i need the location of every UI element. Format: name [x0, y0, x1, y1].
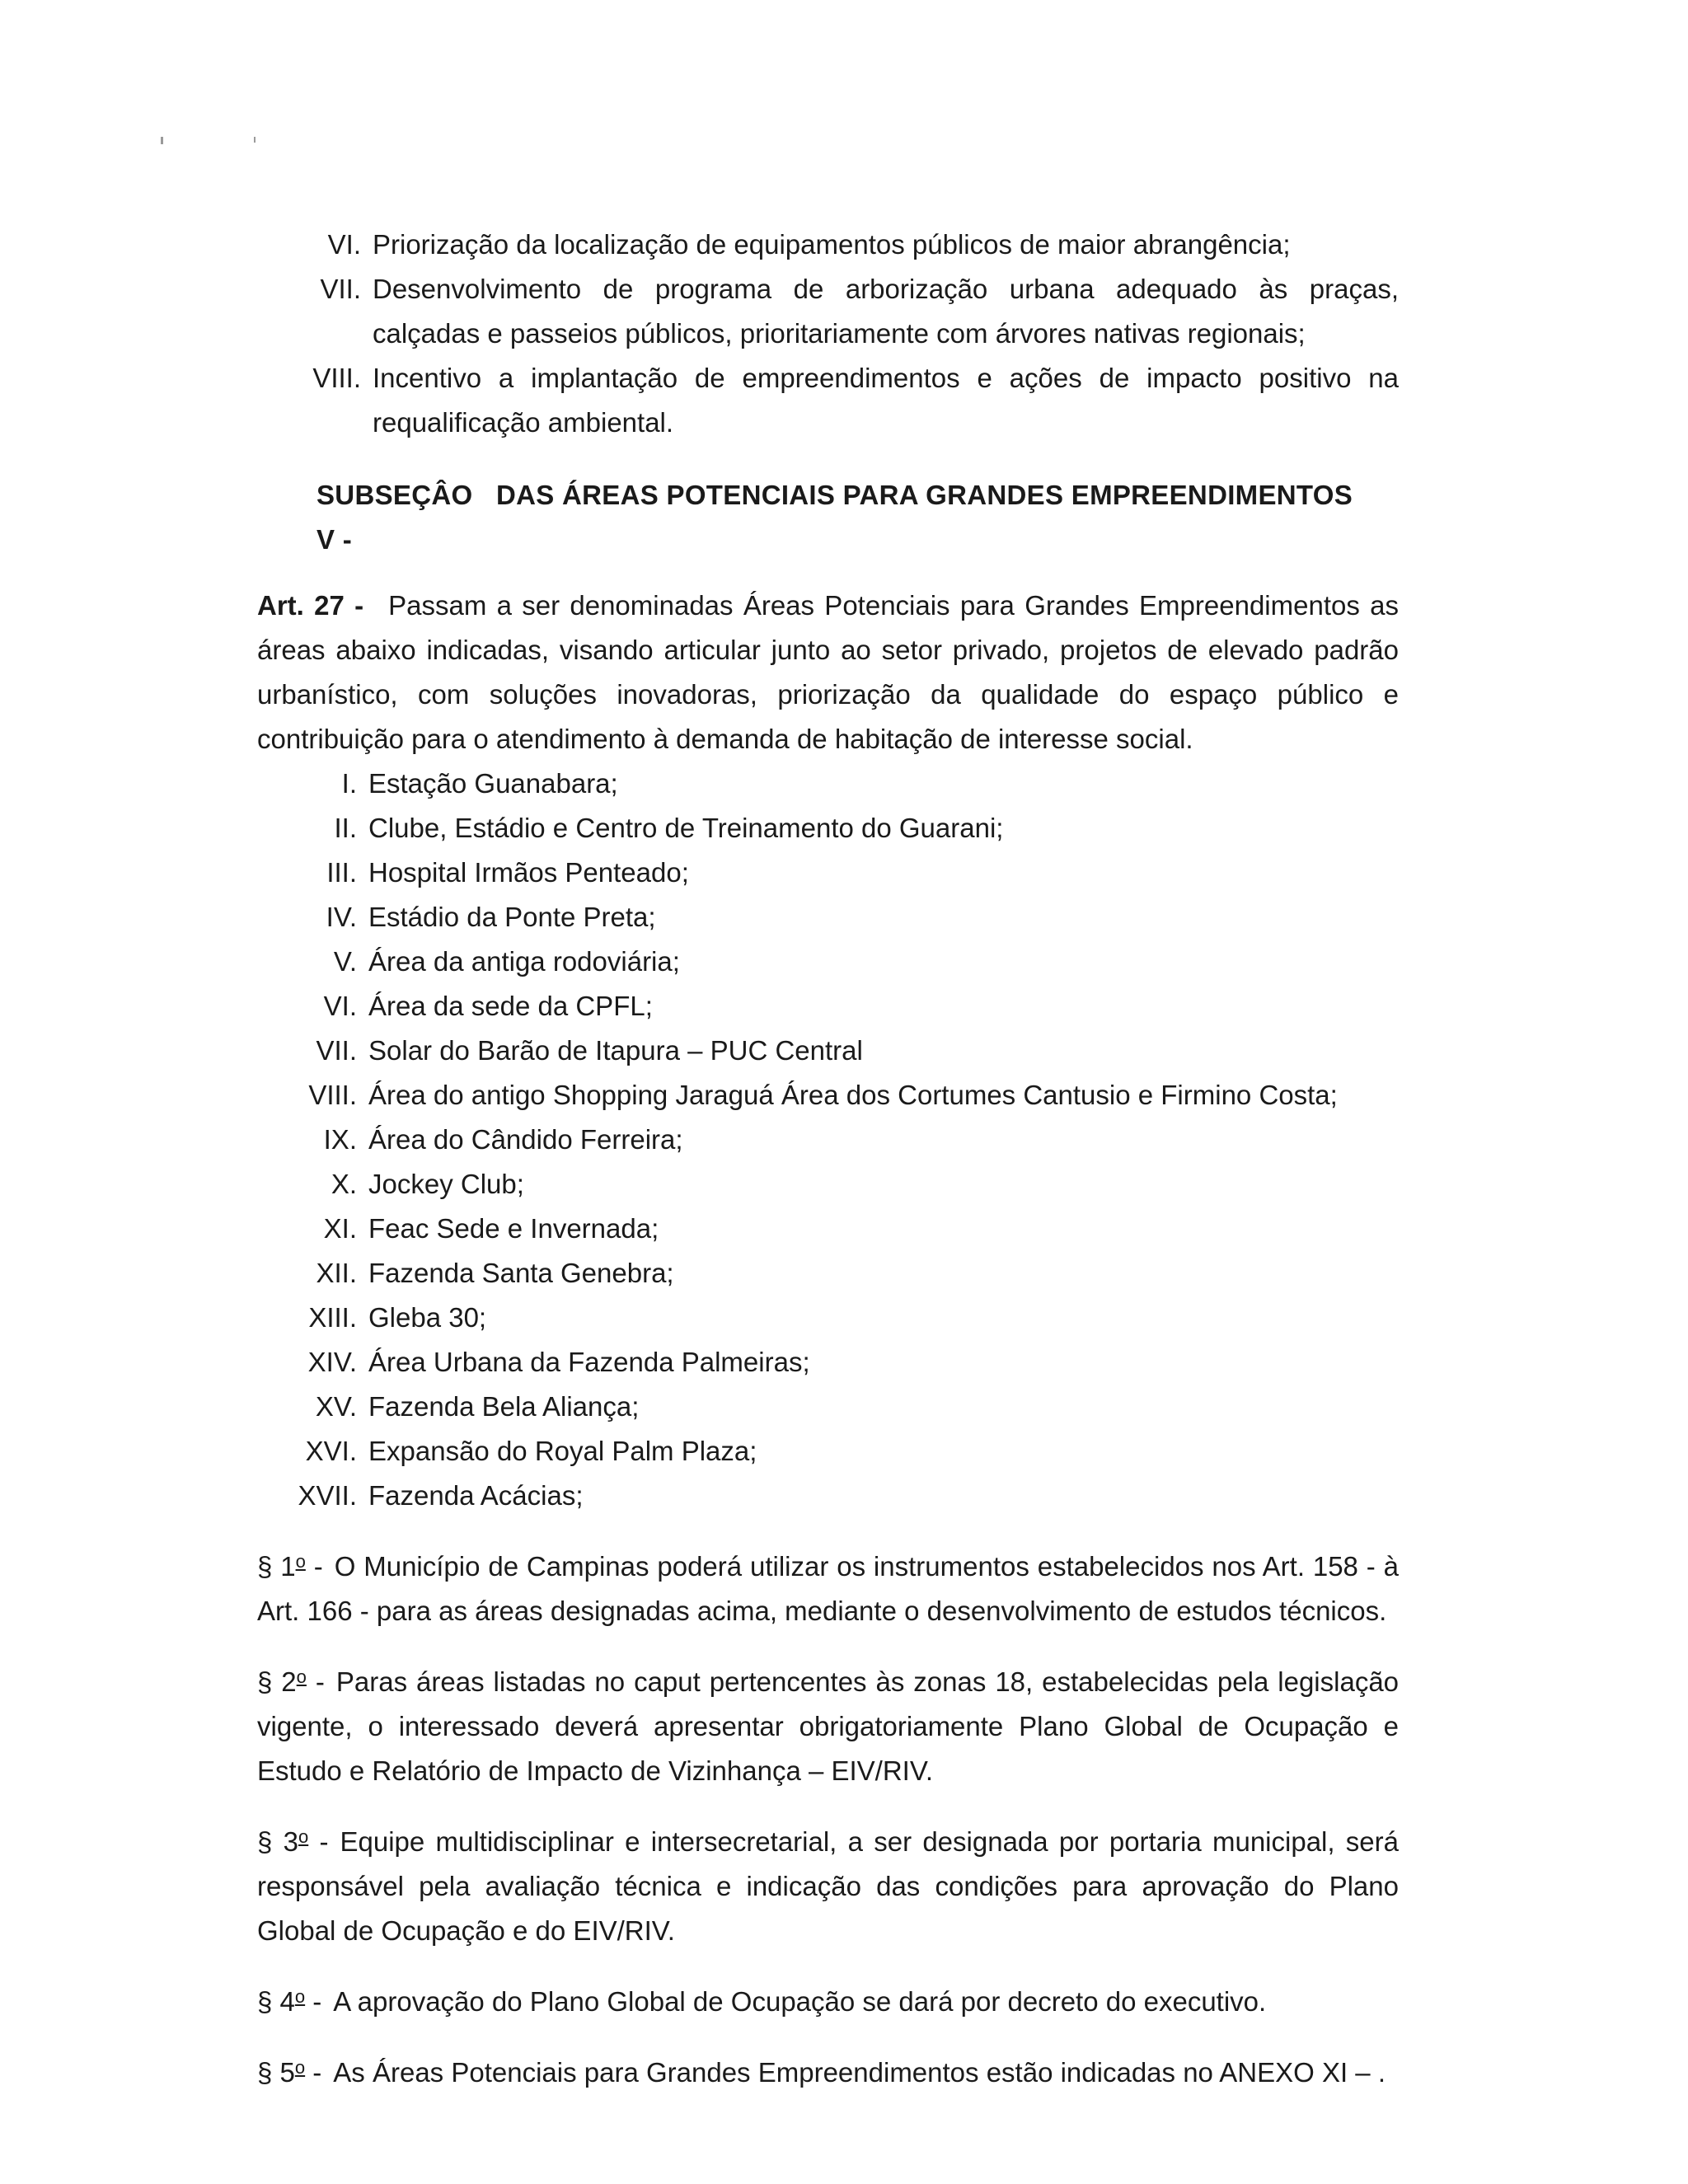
list-item	[257, 267, 1399, 356]
list-numeral: IX.	[323, 1124, 357, 1155]
paragraph-ordinal: o	[298, 1826, 309, 1847]
list-numeral: VIII.	[312, 363, 361, 393]
list-item	[257, 1385, 1399, 1429]
list-text: Fazenda Bela Aliança;	[368, 1391, 640, 1422]
list-text: Área da sede da CPFL;	[368, 991, 653, 1021]
document-body	[257, 223, 1399, 2095]
paragraph-text: As Áreas Potenciais para Grandes Empreendimentos estão indicadas no ANEXO XI – .	[333, 2057, 1386, 2088]
list-text: Expansão do Royal Palm Plaza;	[368, 1436, 757, 1466]
list-text: Incentivo a implantação de empreendimentos e ações de impacto positivo na requalificação ambiental.	[373, 363, 1399, 438]
list-numeral: X.	[331, 1169, 357, 1199]
list-text: Gleba 30;	[368, 1302, 487, 1333]
list-numeral: XI.	[323, 1213, 357, 1244]
list-item	[257, 1118, 1399, 1162]
paragraph-dash: -	[312, 1986, 322, 2017]
paragraph-label	[257, 2057, 321, 2088]
paragraph-symbol: § 4	[257, 1986, 295, 2017]
list-item	[257, 1162, 1399, 1207]
paragraph-ordinal: o	[295, 1551, 306, 1572]
list-numeral: XII.	[316, 1258, 357, 1288]
article-text: Passam a ser denominadas Áreas Potenciais para Grandes Empreendimentos as áreas abaixo indicadas, visando articular junto ao setor privado, projetos de elevado padrão urbanístico, com soluções inovadoras, priorização da qualidade do espaço público e contribuição para o atendimento à demanda de habitação de interesse social.	[257, 590, 1399, 754]
paragraph-2	[257, 1655, 1399, 1793]
subsection-label: SUBSEÇÂO V -	[316, 480, 473, 555]
paragraph-text: Equipe multidisciplinar e intersecretarial, a ser designada por portaria municipal, será responsável pela avaliação técnica e indicação das condições para aprovação do Plano Global de Ocupação e do EIV/RIV.	[257, 1826, 1400, 1946]
list-text: Estádio da Ponte Preta;	[368, 902, 656, 932]
list-text: Área Urbana da Fazenda Palmeiras;	[368, 1347, 810, 1377]
paragraph-text: Paras áreas listadas no caput pertencentes às zonas 18, estabelecidas pela legislação vigente, o interessado deverá apresentar obrigatoriamente Plano Global de Ocupação e Estudo e Relatório de Impacto de Vizinhança – EIV/RIV.	[257, 1666, 1400, 1786]
paragraph-label	[257, 1666, 325, 1697]
article-27	[257, 583, 1399, 762]
paragraph-ordinal: o	[294, 1986, 306, 2007]
list-numeral: XIV.	[307, 1347, 357, 1377]
list-text: Jockey Club;	[368, 1169, 524, 1199]
paragraph-dash: -	[319, 1826, 329, 1857]
subsection-heading	[257, 473, 1399, 562]
list-numeral: III.	[326, 857, 357, 888]
paragraph-symbol: § 2	[257, 1666, 297, 1697]
list-numeral: I.	[341, 768, 357, 799]
paragraph-text: O Município de Campinas poderá utilizar os instrumentos estabelecidos nos Art. 158 - à Art. 166 - para as áreas designadas acima, mediante o desenvolvimento de estudos técnicos.	[257, 1551, 1399, 1626]
paragraph-5	[257, 2046, 1399, 2095]
scan-speck	[254, 137, 256, 143]
paragraph-ordinal: o	[294, 2057, 306, 2078]
paragraph-1	[257, 1540, 1399, 1633]
paragraph-3	[257, 1815, 1399, 1953]
list-numeral: II.	[334, 813, 357, 843]
paragraph-label	[257, 1551, 323, 1582]
article-label: Art. 27 -	[257, 590, 364, 621]
list-item	[257, 1073, 1399, 1118]
list-item	[257, 851, 1399, 895]
list-item	[257, 762, 1399, 806]
list-item	[257, 1251, 1399, 1296]
list-text: Área do Cândido Ferreira;	[368, 1124, 683, 1155]
list-text: Feac Sede e Invernada;	[368, 1213, 659, 1244]
list-numeral: VII.	[316, 1035, 357, 1066]
paragraph-dash: -	[315, 1666, 325, 1697]
list-numeral: XV.	[315, 1391, 357, 1422]
list-numeral: VI.	[323, 991, 357, 1021]
list-item	[257, 940, 1399, 984]
list-text: Clube, Estádio e Centro de Treinamento do Guarani;	[368, 813, 1004, 843]
list-text: Estação Guanabara;	[368, 768, 618, 799]
list-item	[257, 1429, 1399, 1474]
list-text: Solar do Barão de Itapura – PUC Central	[368, 1035, 863, 1066]
paragraph-dash: -	[312, 2057, 322, 2088]
list-numeral: IV.	[326, 902, 357, 932]
list-item	[257, 1474, 1399, 1518]
paragraph-text: A aprovação do Plano Global de Ocupação se dará por decreto do executivo.	[333, 1986, 1267, 2017]
list-text: Desenvolvimento de programa de arborização urbana adequado às praças, calçadas e passeios públicos, prioritariamente com árvores nativas regionais;	[373, 274, 1399, 349]
list-text: Fazenda Acácias;	[368, 1480, 584, 1511]
list-text: Priorização da localização de equipamentos públicos de maior abrangência;	[373, 229, 1291, 260]
list-item	[257, 984, 1399, 1029]
list-numeral: VIII.	[308, 1080, 357, 1110]
list-text: Fazenda Santa Genebra;	[368, 1258, 674, 1288]
paragraph-label	[257, 1986, 321, 2017]
list-numeral: XVI.	[305, 1436, 357, 1466]
list-numeral: XIII.	[308, 1302, 357, 1333]
paragraph-dash: -	[313, 1551, 323, 1582]
scan-speck	[161, 137, 163, 144]
list-item	[257, 1340, 1399, 1385]
list-item	[257, 895, 1399, 940]
paragraph-symbol: § 3	[257, 1826, 298, 1857]
list-text: Hospital Irmãos Penteado;	[368, 857, 689, 888]
subsection-title: DAS ÁREAS POTENCIAIS PARA GRANDES EMPREENDIMENTOS	[496, 480, 1353, 510]
list-item	[257, 223, 1399, 267]
list-text: Área da antiga rodoviária;	[368, 946, 680, 977]
areas-list	[257, 762, 1399, 1518]
list-item	[257, 1296, 1399, 1340]
continued-list	[257, 223, 1399, 445]
list-item	[257, 356, 1399, 445]
paragraph-label	[257, 1826, 328, 1857]
list-text: Área do antigo Shopping Jaraguá Área dos Cortumes Cantusio e Firmino Costa;	[368, 1080, 1338, 1110]
list-item	[257, 1207, 1399, 1251]
list-numeral: VII.	[320, 274, 361, 304]
paragraph-symbol: § 1	[257, 1551, 296, 1582]
paragraph-ordinal: o	[296, 1666, 307, 1687]
paragraph-symbol: § 5	[257, 2057, 295, 2088]
list-item	[257, 806, 1399, 851]
paragraph-4	[257, 1975, 1399, 2024]
list-numeral: V.	[333, 946, 357, 977]
list-numeral: XVII.	[298, 1480, 357, 1511]
list-numeral: VI.	[327, 229, 361, 260]
list-item	[257, 1029, 1399, 1073]
